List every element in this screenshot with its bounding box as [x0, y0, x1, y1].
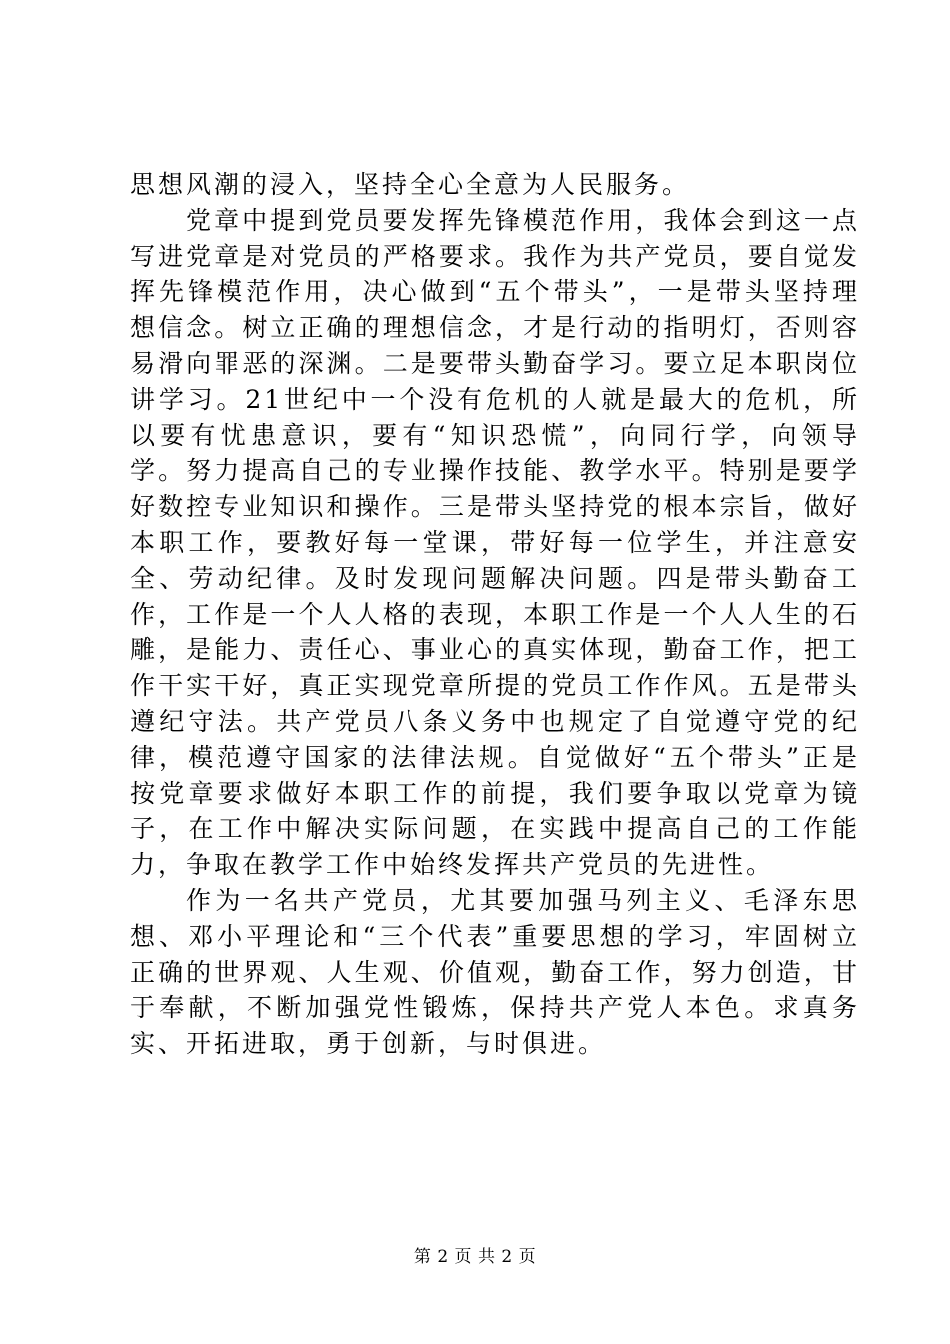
- page-number-footer: 第 2 页 共 2 页: [413, 1247, 537, 1267]
- paragraph-conclusion: 作为一名共产党员，尤其要加强马列主义、毛泽东思想、邓小平理论和“三个代表”重要思想的学习，牢固树立正确的世界观、人生观、价值观，勤奋工作，努力创造，甘于奉献，不断加强党性锻炼，保持共产党人本色。求真务实、开拓进取，勇于创新，与时俱进。: [130, 885, 860, 1059]
- document-body: [130, 167, 860, 1062]
- paragraph-continuation: 思想风潮的浸入，坚持全心全意为人民服务。: [130, 170, 691, 199]
- paragraph-five-leads: 党章中提到党员要发挥先锋模范作用，我体会到这一点写进党章是对党员的严格要求。我作为共产党员，要自觉发挥先锋模范作用，决心做到“五个带头”，一是带头坚持理想信念。树立正确的理想信念，才是行动的指明灯，否则容易滑向罪恶的深渊。二是要带头勤奋学习。要立足本职岗位讲学习。21世纪中一个没有危机的人就是最大的危机，所以要有忧患意识，要有“知识恐慌”，向同行学，向领导学。努力提高自己的专业操作技能、教学水平。特别是要学好数控专业知识和操作。三是带头坚持党的根本宗旨，做好本职工作，要教好每一堂课，带好每一位学生，并注意安全、劳动纪律。及时发现问题解决问题。四是带头勤奋工作，工作是一个人人格的表现，本职工作是一个人人生的石雕，是能力、责任心、事业心的真实体现，勤奋工作，把工作干实干好，真正实现党章所提的党员工作作风。五是带头遵纪守法。共产党员八条义务中也规定了自觉遵守党的纪律，模范遵守国家的法律法规。自觉做好“五个带头”正是按党章要求做好本职工作的前提，我们要争取以党章为镜子，在工作中解决实际问题，在实践中提高自己的工作能力，争取在教学工作中始终发挥共产党员的先进性。: [130, 205, 860, 880]
